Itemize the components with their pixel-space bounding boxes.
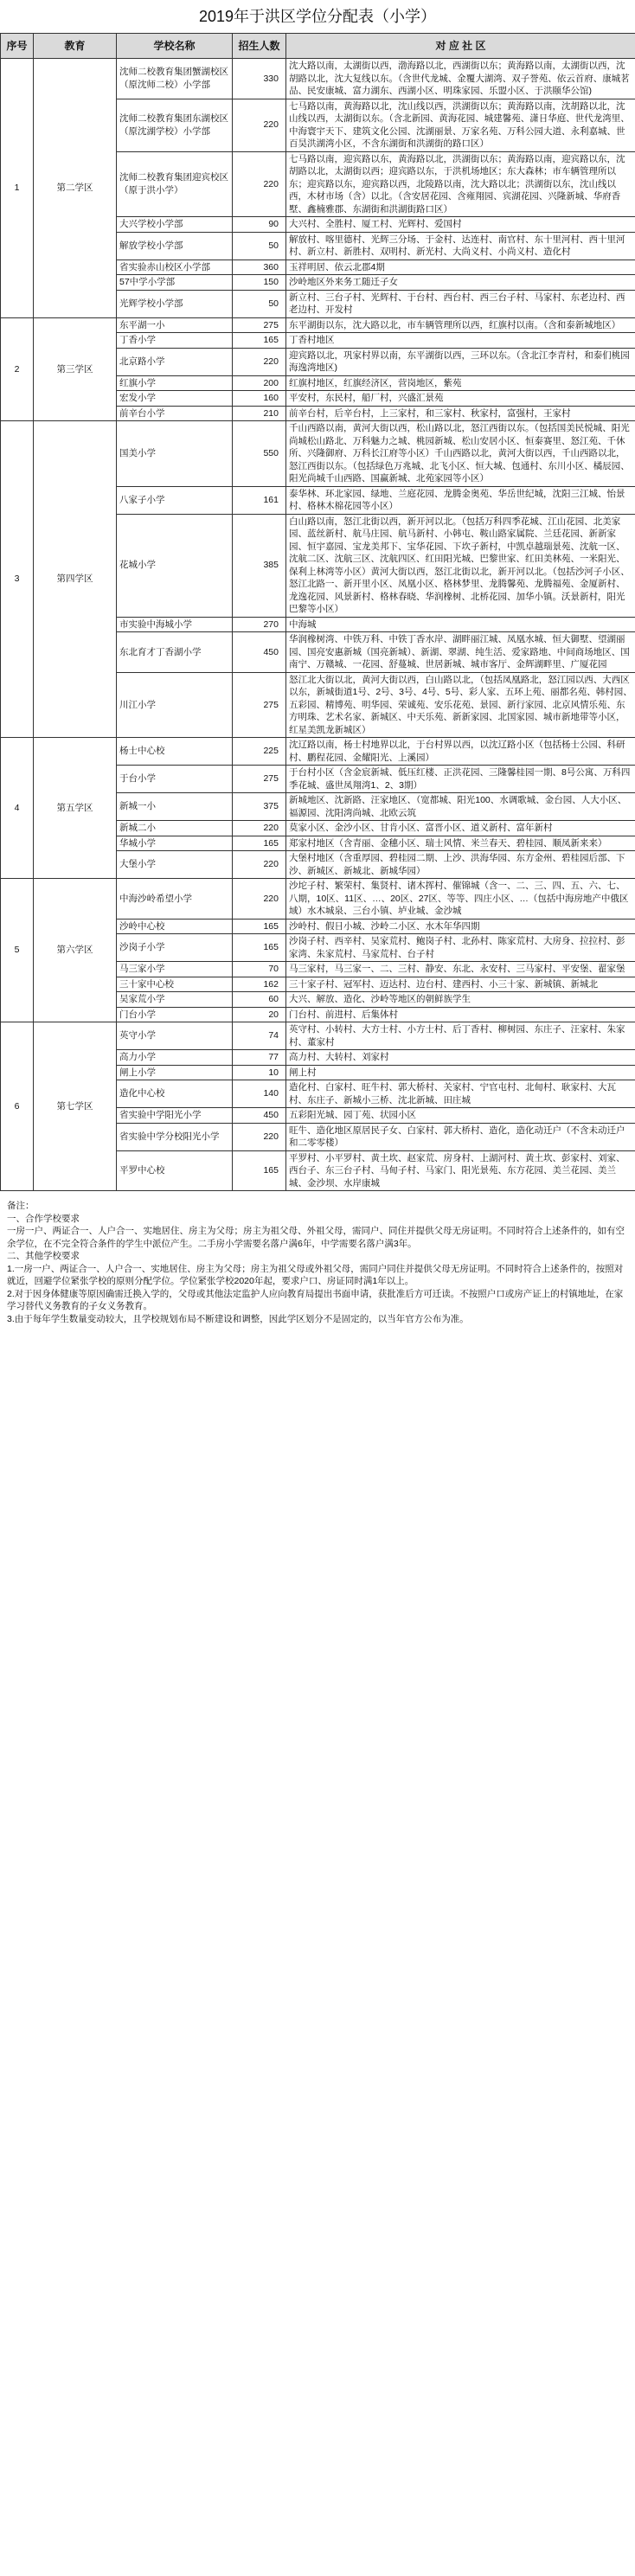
district-name: 第五学区 (34, 738, 117, 879)
table-body (1, 59, 635, 1191)
community-area: 泰华林、环北家园、绿地、兰庭花园、龙腾金奥苑、华岳世纪城，沈阳三江城、怡景村、格林木棉花园等小区） (286, 486, 635, 514)
enrollment-count: 50 (233, 290, 286, 317)
header-cell: 学校名称 (117, 34, 233, 59)
community-area: 大堡村地区（含重厚园、碧桂园二期、上沙、洪海华园、东方金州、碧桂园后部、下沙、新城区、新城北、新城华园） (286, 851, 635, 879)
community-area: 解放村、喀里德村、光辉三分场、于金村、达连村、南官村、东十里河村、西十里河村、新立村、新胜村、双明村、新光村、大尚义村、小尚义村、造化村 (286, 232, 635, 260)
school-name: 新城二小 (117, 821, 233, 836)
community-area: 闸上村 (286, 1065, 635, 1080)
school-name: 57中学小学部 (117, 275, 233, 291)
enrollment-count: 375 (233, 793, 286, 821)
school-name: 前辛台小学 (117, 406, 233, 421)
table-row (1, 317, 635, 333)
school-name: 省实验中学阳光小学 (117, 1108, 233, 1124)
group-number: 6 (1, 1022, 34, 1191)
enrollment-count: 220 (233, 151, 286, 217)
school-name: 花城小学 (117, 514, 233, 617)
school-name: 造化中心校 (117, 1080, 233, 1108)
community-area: 沙坨子村、繁荣村、集贤村、诸木挥村、催锦城（含一、二、三、四、五、六、七、八期，10区、11区、…、20区、27区、等等、四庄小区、…（包括中海房地产中俄区域）水木城泉、三台小镇、垆业城、金沙城 (286, 879, 635, 920)
enrollment-count: 450 (233, 1108, 286, 1124)
school-name: 解放学校小学部 (117, 232, 233, 260)
enrollment-count: 77 (233, 1050, 286, 1066)
enrollment-count: 161 (233, 486, 286, 514)
school-name: 丁香小学 (117, 333, 233, 349)
school-name: 北京路小学 (117, 348, 233, 375)
note-line: 二、其他学校要求 (7, 1251, 80, 1261)
enrollment-count: 275 (233, 317, 286, 333)
community-area: 怒江北大街以北，黄河大街以西，白山路以北，（包括凤凰路北，怒江园以西、大西区以东，新城街道1号、2号、3号、4号、5号、彩人家、五环上苑、丽都名苑、韩村园、五彩园、精博苑、明华园、荣诚苑、安乐花苑、景园、新行家园、北京风情乐苑、东方明珠、艺术名家、新城区、中天乐苑、新新家园、北国家园、城市新地带等小区，红星美凯龙新城区） (286, 672, 635, 738)
enrollment-count: 330 (233, 59, 286, 99)
header-row (1, 34, 635, 59)
group-number: 5 (1, 879, 34, 1022)
school-name: 中海沙岭希望小学 (117, 879, 233, 920)
enrollment-count: 450 (233, 632, 286, 673)
table-row (1, 59, 635, 99)
community-area: 迎宾路以北，巩家村界以南，东平湖街以西，三环以东。（含北江李青村，和泰们桃园海逸湾地区) (286, 348, 635, 375)
school-name: 沙岭中心校 (117, 919, 233, 934)
school-name: 东北育才丁香湖小学 (117, 632, 233, 673)
school-name: 省实验中学分校阳光小学 (117, 1123, 233, 1150)
note-line: 3.由于每年学生数量变动较大，且学校规划布局不断建设和调整，因此学区划分不是固定的，以当年官方公布为准。 (7, 1313, 469, 1324)
school-name: 沈师二校教育集团东湖校区（原沈湖学校）小学部 (117, 99, 233, 151)
community-area: 丁香村地区 (286, 333, 635, 349)
enrollment-count: 165 (233, 333, 286, 349)
enrollment-count: 90 (233, 217, 286, 233)
school-name: 于台小学 (117, 766, 233, 793)
community-area: 沙岗子村、西辛村、吴家荒村、鲍岗子村、北孙村、陈家荒村、大房身、拉拉村、彭家湾、朱家荒村、马家荒村、台子村 (286, 934, 635, 962)
community-area: 三十家子村、冠军村、迈达村、边台村、建西村、小三十家、新城镇、新城北 (286, 977, 635, 992)
enrollment-count: 165 (233, 934, 286, 962)
enrollment-count: 150 (233, 275, 286, 291)
school-name: 大堡小学 (117, 851, 233, 879)
table-row (1, 879, 635, 920)
school-name: 英守小学 (117, 1022, 233, 1050)
community-area: 平罗村、小平罗村、黄土坎、赵家荒、房身村、上湖河村、黄土坎、彭家村、刘家、西台子、东三台子村、马甸子村、马家门、阳光景苑、东方花园、美兰花园、美兰城、金沙坝、水岸康城 (286, 1150, 635, 1191)
school-name: 杨士中心校 (117, 738, 233, 766)
group-number: 1 (1, 59, 34, 318)
enrollment-count: 275 (233, 766, 286, 793)
community-area: 郑家村地区（含青丽、金穗小区、瑞士风情、米兰春天、碧桂园、顺凤新来来） (286, 836, 635, 851)
header-cell: 教育 (34, 34, 117, 59)
community-area: 东平湖街以东，沈大路以北，市车辆管理所以西，红旗村以南。（含和泰新城地区） (286, 317, 635, 333)
page-title: 2019年于洪区学位分配表（小学） (198, 8, 437, 25)
enrollment-count: 160 (233, 391, 286, 407)
enrollment-count: 360 (233, 260, 286, 275)
table-row (1, 738, 635, 766)
school-name: 门台小学 (117, 1007, 233, 1022)
header-cell: 对 应 社 区 (286, 34, 635, 59)
enrollment-count: 275 (233, 672, 286, 738)
school-name: 平罗中心校 (117, 1150, 233, 1191)
enrollment-count: 60 (233, 992, 286, 1008)
enrollment-count: 140 (233, 1080, 286, 1108)
enrollment-count: 220 (233, 99, 286, 151)
enrollment-count: 220 (233, 348, 286, 375)
table-row (1, 1022, 635, 1050)
enrollment-count: 165 (233, 919, 286, 934)
enrollment-count: 220 (233, 851, 286, 879)
community-area: 千山西路以南，黄河大街以西，松山路以北，怒江西街以东。（包括国美民悦城、阳光尚城松山路北、万科魅力之城、桃园新城、松山安居小区、恒泰赛里、怒江苑、千休所、兴隆御府、万科长江府等小区）千山西路以北，黄河大街以西，千山西路以北，怒江西街以东。（包括绿色万兆城、北飞小区、恒大城、包通村、东川小区、橘辰园、阳光尚城千山西路、国赢新城、北苑家园等小区） (286, 421, 635, 487)
community-area: 高力村、大转村、刘家村 (286, 1050, 635, 1066)
district-name: 第三学区 (34, 317, 117, 421)
header-cell: 招生人数 (233, 34, 286, 59)
school-name: 沈师二校教育集团蟹湖校区（原沈师二校）小学部 (117, 59, 233, 99)
enrollment-count: 210 (233, 406, 286, 421)
community-area: 大兴、解放、造化、沙岭等地区的朝鲜族学生 (286, 992, 635, 1008)
school-name: 高力小学 (117, 1050, 233, 1066)
enrollment-count: 10 (233, 1065, 286, 1080)
community-area: 五彩阳光城、园丁苑、状园小区 (286, 1108, 635, 1124)
note-line: 2.对于因身体健康等原因确需迁换入学的，父母或其他法定监护人应向教育局提出书面申请，获批准后方可迁读。不按照户口或房产证上的村镇地址，在家学习替代义务教育的子女义务教育。 (7, 1288, 624, 1311)
school-name: 新城一小 (117, 793, 233, 821)
community-area: 七马路以南，迎宾路以东，黄海路以北，洪湖街以东；黄海路以南，迎宾路以东，沈胡路以北，太湖街以西；迎宾路以东，于洪机场地区；东大森林；市车辆管理所以东；迎宾路以东，迎宾路以西，北陵路以南，沈大路以北；洪湖街以东，沈山线以西，木材市场（含）以北。（含安居花园、含雍翔园、宾湖花园、兴隆新城、华府香墅、鑫楠雅郡、东湖街和洪湖街路口区） (286, 151, 635, 217)
school-name: 光辉学校小学部 (117, 290, 233, 317)
notes-section (0, 1191, 635, 1325)
community-area: 莫家小区、金沙小区、甘肯小区、富晋小区、道义新村、富年新村 (286, 821, 635, 836)
enrollment-count: 200 (233, 375, 286, 391)
group-number: 4 (1, 738, 34, 879)
community-area: 白山路以南，怒江北街以西，新开河以北。（包括万科四季花城、江山花园、北美家园、蓝丝新村、航马庄园、航马新村、小韩屯、鞍山路家属院、兰廷花园、新新家园、恒宇嘉园、宝龙美邦下、宝华花园、下坎子新村，中凯卓越瑞景苑、沈航一区、沈航二区、沈航三区、沈航四区、红田阳光城、巴黎世家、红田美林苑、一米阳光、保利上林湾等小区）黄河大街以西，怒江北街以北，新开河以北。（包括沙河子小区、怒江北路一、新开里小区、凤凰小区、格林梦里、龙腾馨苑、龙腾福苑、金厦新村、龙逸花园、风景新村、格林春晓、华润橡树、北桥花园、加华小镇。沃景新村，阳光巴黎等小区） (286, 514, 635, 617)
enrollment-count: 165 (233, 836, 286, 851)
enrollment-count: 225 (233, 738, 286, 766)
community-area: 前辛台村，后辛台村，上三家村，和三家村、秋家村，富强村，王家村 (286, 406, 635, 421)
community-area: 于台村小区（含金宸新城、低压红楼、正洪花园、三隆馨桂园一期、8号公寓、万科四季花城、盛世凤翔湾1、2、3期） (286, 766, 635, 793)
community-area: 新城地区、沈新路、汪家地区、（宽都城、阳光100、水调歌城、金台园、人大小区、福源园、沈阳湾尚城、北欧云筑 (286, 793, 635, 821)
district-name: 第六学区 (34, 879, 117, 1022)
enrollment-count: 20 (233, 1007, 286, 1022)
school-name: 三十家中心校 (117, 977, 233, 992)
school-name: 大兴学校小学部 (117, 217, 233, 233)
school-name: 宏发小学 (117, 391, 233, 407)
enrollment-count: 162 (233, 977, 286, 992)
school-name: 市实验中海城小学 (117, 617, 233, 632)
community-area: 玉祥明居、依云北郡4期 (286, 260, 635, 275)
district-name: 第二学区 (34, 59, 117, 318)
header-cell: 序号 (1, 34, 34, 59)
school-name: 八家子小学 (117, 486, 233, 514)
allocation-table (0, 33, 635, 1191)
enrollment-count: 74 (233, 1022, 286, 1050)
community-area: 门台村、前进村、后集体村 (286, 1007, 635, 1022)
enrollment-count: 220 (233, 1123, 286, 1150)
community-area: 沈大路以南，太湖街以西，渤海路以北，西湖街以东；黄海路以南，太湖街以西，沈胡路以北，沈大复线以东。（含世代龙城、金覆大湖湾、双子誉苑、依云首府、康城茗品、民安康城、富力湖东、西湖小区、明珠家园、乐盟小区、于洪颐华公馆) (286, 59, 635, 99)
school-name: 马三家小学 (117, 962, 233, 977)
enrollment-count: 270 (233, 617, 286, 632)
district-name: 第七学区 (34, 1022, 117, 1191)
school-name: 国美小学 (117, 421, 233, 487)
community-area: 七马路以南，黄海路以北，沈山线以西，洪湖街以东；黄海路以南，沈胡路以北，沈山线以西，太湖街以东。（含北新园、黄海花园、城建馨苑、潇日华庭、世代龙湾里、中海寰宇天下、建筑文化公园、沈湖丽景、万家名苑、万科公园大道、永利嘉城、世百昊洪湖湾小区，不含东湖街和洪湖街的路口区） (286, 99, 635, 151)
enrollment-count: 165 (233, 1150, 286, 1191)
note-line: 1.一房一户、两证合一、人户合一、实地居住、房主为父母；房主为祖父母或外祖父母，需同户同住并提供父母无房证明。不同时符合上述条件的，按照对就近，回避学位紧张学校的原则分配学位。学位紧张学校2020年起，要求户口、房证同时满1年以上。 (7, 1263, 624, 1286)
school-name: 吴家荒小学 (117, 992, 233, 1008)
note-line: 一、合作学校要求 (7, 1213, 80, 1224)
enrollment-count: 550 (233, 421, 286, 487)
community-area: 英守村、小转村、大方士村、小方士村、后丁香村、柳树园、东庄子、汪家村、朱家村、董家村 (286, 1022, 635, 1050)
community-area: 沙岭村、假日小城、沙岭二小区、水木年华四期 (286, 919, 635, 934)
enrollment-count: 70 (233, 962, 286, 977)
school-name: 沈师二校教育集团迎宾校区（原于洪小学） (117, 151, 233, 217)
community-area: 马三家村，马三家一、二、三村、静安、东北、永安村、三马家村、平安堡、翟家堡 (286, 962, 635, 977)
community-area: 造化村、白家村、旺牛村、郭大桥村、关家村、宁官屯村、北甸村、耿家村、大瓦村、东庄子、新城小三桥、沈北新城、田庄城 (286, 1080, 635, 1108)
district-name: 第四学区 (34, 421, 117, 738)
enrollment-count: 50 (233, 232, 286, 260)
school-name: 红旗小学 (117, 375, 233, 391)
enrollment-count: 220 (233, 879, 286, 920)
community-area: 中海城 (286, 617, 635, 632)
enrollment-count: 385 (233, 514, 286, 617)
community-area: 新立村、三台子村、光辉村、于台村、西台村、西三台子村、马家村、东老边村、西老边村、开发村 (286, 290, 635, 317)
table-row (1, 421, 635, 487)
community-area: 大兴村、全胜村、厦工村、光辉村、爱国村 (286, 217, 635, 233)
school-name: 省实验赤山校区小学部 (117, 260, 233, 275)
note-line: 备注： (7, 1201, 35, 1211)
community-area: 平安村，东民村，船厂村，兴盛汇景苑 (286, 391, 635, 407)
community-area: 华润橡树湾、中铁万科、中铁丁香水岸、湖畔丽江城、凤凰水城、恒大御墅、望湖丽园、国亮安惠新城（国亮新城）、新湖、翠湖、纯生活、爱家路地、中间商场地区、国南宁、万赣城、一花园、舒蔓城、世居新城、城市客厅、金辉湖畔里、广厦花园 (286, 632, 635, 673)
school-name: 川江小学 (117, 672, 233, 738)
community-area: 沈辽路以南，杨士村地界以北，于台村界以西，以沈辽路小区（包括杨士公园、科研村、鹏程花园、金耀阳光、上溪园） (286, 738, 635, 766)
note-line: 一房一户、两证合一、人户合一、实地居住、房主为父母；房主为祖父母、外祖父母，需同户、同住并提供父母无房证明。不同时符合上述条件的，如有空余学位，在不完全符合条件的学生中派位产生。二手房小学需要名落户满6年，中学需要名落户满3年。 (7, 1226, 625, 1249)
school-name: 华城小学 (117, 836, 233, 851)
school-name: 东平湖一小 (117, 317, 233, 333)
enrollment-count: 220 (233, 821, 286, 836)
group-number: 2 (1, 317, 34, 421)
school-name: 沙岗子小学 (117, 934, 233, 962)
group-number: 3 (1, 421, 34, 738)
community-area: 旺牛、造化地区原居民子女、白家村、郭大桥村、造化，造化动迁户（不含未动迁户和二零零楼） (286, 1123, 635, 1150)
school-name: 闸上小学 (117, 1065, 233, 1080)
community-area: 红旗村地区，红旗经济区，营岗地区，紫苑 (286, 375, 635, 391)
community-area: 沙岭地区外来务工随迁子女 (286, 275, 635, 291)
